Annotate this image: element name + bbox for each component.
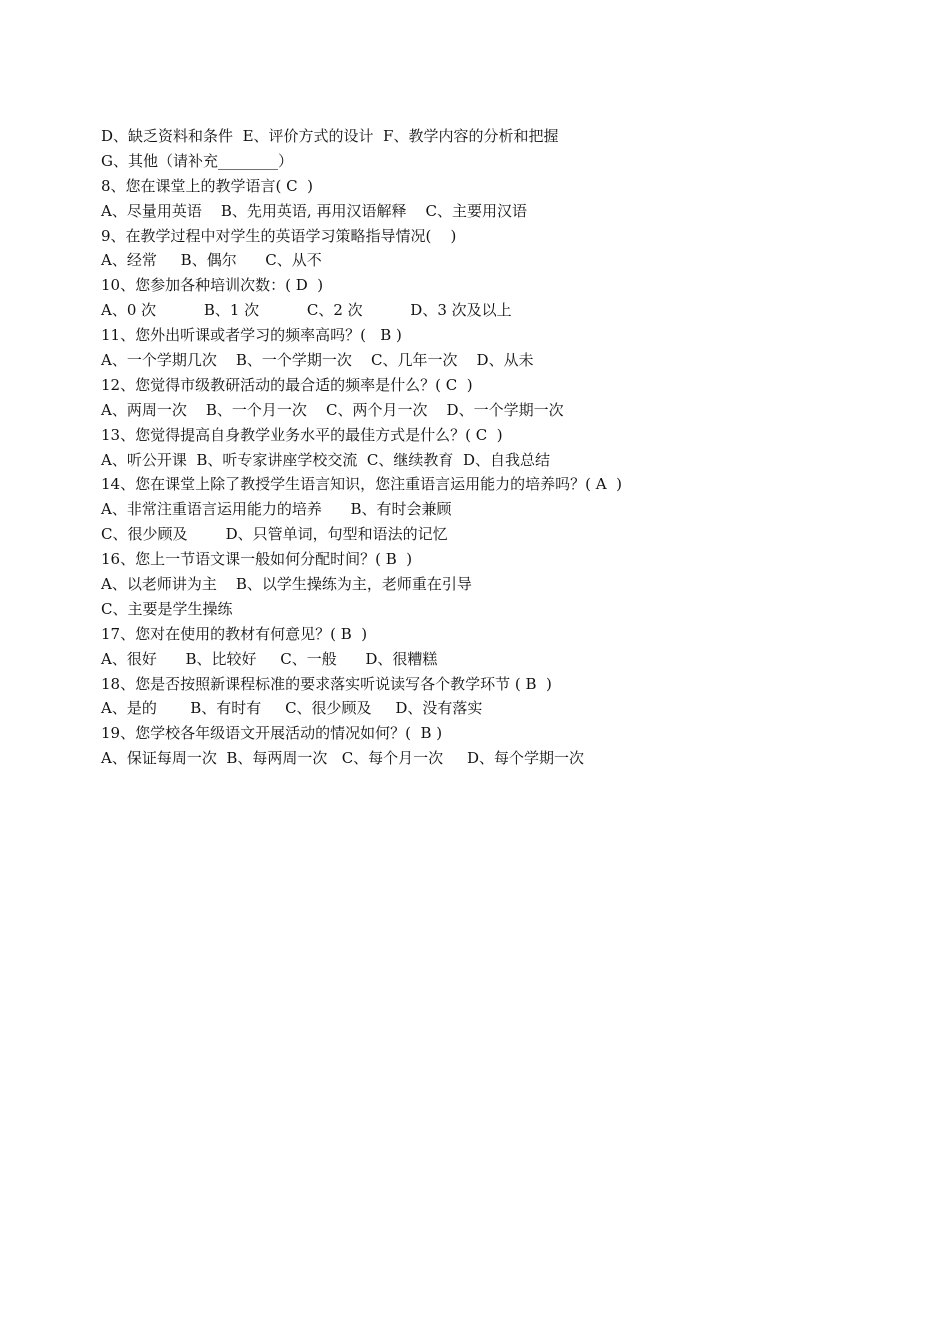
text-line: C、很少顾及 D、只管单词，句型和语法的记忆 <box>101 525 448 544</box>
text-line: A、经常 B、偶尔 C、从不 <box>101 251 322 270</box>
text-line: 16、您上一节语文课一般如何分配时间？( B ) <box>101 550 413 569</box>
text-line: A、尽量用英语 B、先用英语, 再用汉语解释 C、主要用汉语 <box>101 201 528 220</box>
text-line: 18、您是否按照新课程标准的要求落实听说读写各个教学环节 ( B ) <box>101 674 552 693</box>
text-line: 13、您觉得提高自身教学业务水平的最佳方式是什么？( C ) <box>101 425 503 444</box>
text-line: 12、您觉得市级教研活动的最合适的频率是什么？( C ) <box>101 375 473 394</box>
text-line: 17、您对在使用的教材有何意见？( B ) <box>101 624 368 643</box>
text-line: A、以老师讲为主 B、以学生操练为主，老师重在引导 <box>101 575 472 594</box>
text-line: A、很好 B、比较好 C、一般 D、很糟糕 <box>101 649 438 668</box>
text-line: A、保证每周一次 B、每两周一次 C、每个月一次 D、每个学期一次 <box>101 749 585 768</box>
text-line: 14、您在课堂上除了教授学生语言知识，您注重语言运用能力的培养吗？( A ) <box>101 475 622 494</box>
questionnaire-text <box>101 124 901 771</box>
text-line: C、主要是学生操练 <box>101 599 233 618</box>
text-line: 8、您在课堂上的教学语言( C ) <box>101 176 314 195</box>
text-line: A、0 次 B、1 次 C、2 次 D、3 次及以上 <box>101 301 512 320</box>
text-line: A、听公开课 B、听专家讲座学校交流 C、继续教育 D、自我总结 <box>101 450 550 469</box>
text-line: A、非常注重语言运用能力的培养 B、有时会兼顾 <box>101 500 452 519</box>
text-line: 11、您外出听课或者学习的频率高吗？( B ) <box>101 326 402 345</box>
text-line: A、两周一次 B、一个月一次 C、两个月一次 D、一个学期一次 <box>101 400 564 419</box>
text-line: 19、您学校各年级语文开展活动的情况如何？( B ) <box>101 724 443 743</box>
text-line: D、缺乏资料和条件 E、评价方式的设计 F、教学内容的分析和把握 <box>101 127 559 145</box>
text-line: A、一个学期几次 B、一个学期一次 C、几年一次 D、从未 <box>101 351 534 370</box>
text-line: 9、在教学过程中对学生的英语学习策略指导情况( ) <box>101 226 457 245</box>
text-line: A、是的 B、有时有 C、很少顾及 D、没有落实 <box>101 699 483 718</box>
text-line: G、其他（请补充________） <box>101 151 293 170</box>
text-line: 10、您参加各种培训次数：( D ) <box>101 276 324 295</box>
